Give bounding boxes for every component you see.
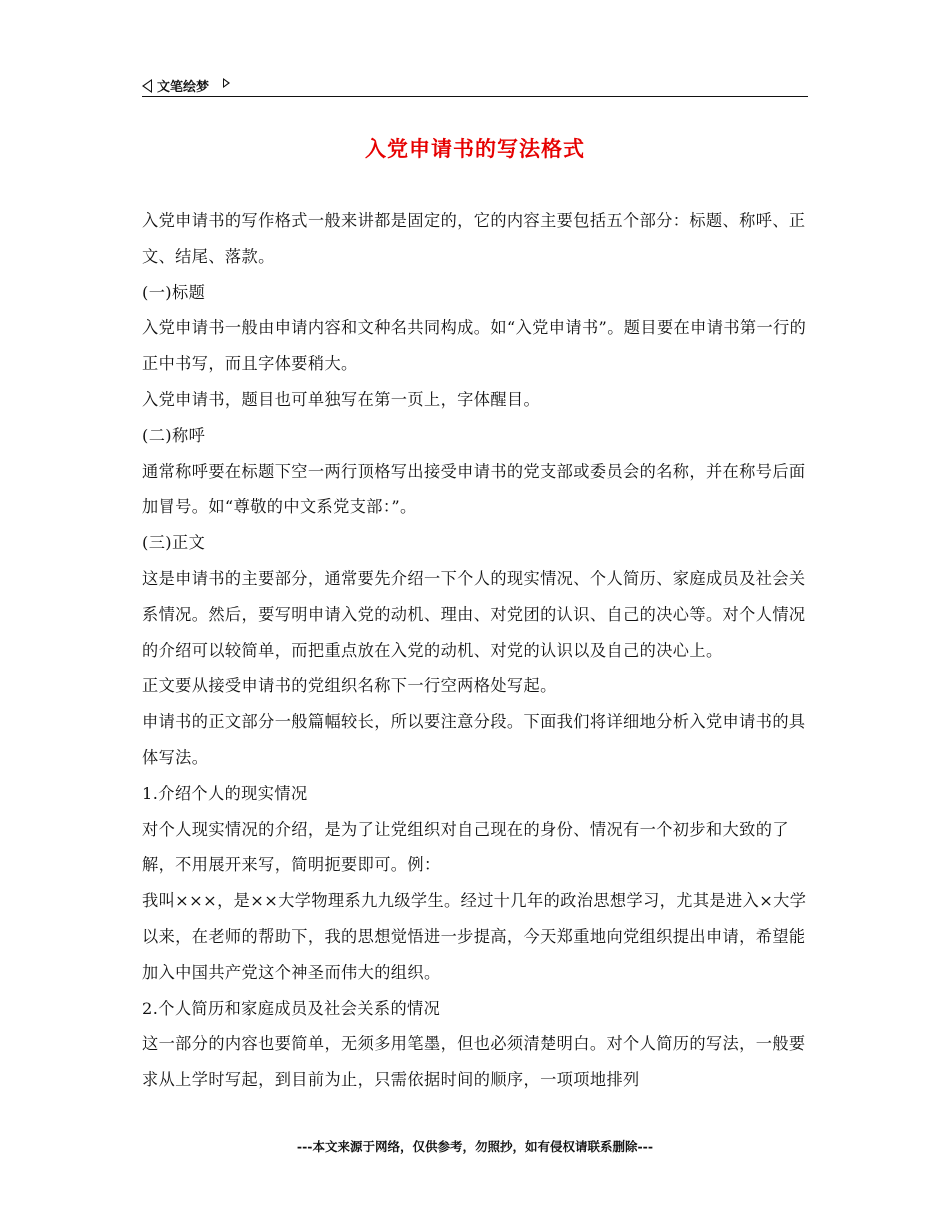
document-title: 入党申请书的写法格式	[365, 137, 585, 161]
paragraph: 这是申请书的主要部分，通常要先介绍一下个人的现实情况、个人简历、家庭成员及社会关系情况。然后，要写明申请入党的动机、理由、对党团的认识、自己的决心等。对个人情况的介绍可以较简单，而把重点放在入党的动机、对党的认识以及自己的决心上。	[142, 568, 806, 660]
paragraph: 通常称呼要在标题下空一两行顶格写出接受申请书的党支部或委员会的名称，并在称号后面加冒号。如“尊敬的中文系党支部：”。	[142, 461, 806, 517]
paragraph: 2.个人简历和家庭成员及社会关系的情况	[142, 998, 441, 1018]
paragraph: 申请书的正文部分一般篇幅较长，所以要注意分段。下面我们将详细地分析入党申请书的具体写法。	[142, 712, 806, 767]
paragraph: 我叫×××，是××大学物理系九九级学生。经过十几年的政治思想学习，尤其是进入×大学以来，在老师的帮助下，我的思想觉悟进一步提高，今天郑重地向党组织提出申请，希望能加入中国共产党这个神圣而伟大的组织。	[142, 891, 807, 982]
paragraph: 入党申请书一般由申请内容和文种名共同构成。如“入党申请书”。题目要在申请书第一行的正中书写，而且字体要稍大。	[142, 318, 807, 374]
paragraph: 入党申请书，题目也可单独写在第一页上，字体醒目。	[142, 389, 541, 409]
paragraph: (二)称呼	[142, 425, 206, 445]
paragraph: 1.介绍个人的现实情况	[142, 783, 308, 803]
paragraph: (一)标题	[142, 282, 206, 302]
page-footer: ---本文来源于网络，仅供参考，勿照抄，如有侵权请联系删除---	[296, 1139, 654, 1154]
document-body	[142, 203, 810, 1098]
paragraph: (三)正文	[142, 533, 206, 553]
paragraph: 对个人现实情况的介绍，是为了让党组织对自己现在的身份、情况有一个初步和大致的了解，不用展开来写，简明扼要即可。例：	[142, 819, 789, 875]
page-header	[142, 74, 808, 97]
brand-name: 文笔绘梦	[157, 80, 210, 95]
paragraph: 入党申请书的写作格式一般来讲都是固定的，它的内容主要包括五个部分：标题、称呼、正文、结尾、落款。	[142, 211, 806, 266]
paragraph: 正文要从接受申请书的党组织名称下一行空两格处写起。	[142, 676, 557, 696]
triangle-right-icon	[223, 78, 230, 88]
triangle-left-icon	[142, 79, 152, 93]
header-brand-group	[142, 76, 230, 95]
paragraph: 这一部分的内容也要简单，无须多用笔墨，但也必须清楚明白。对个人简历的写法，一般要求从上学时写起，到目前为止，只需依据时间的顺序，一项项地排列	[142, 1034, 806, 1090]
